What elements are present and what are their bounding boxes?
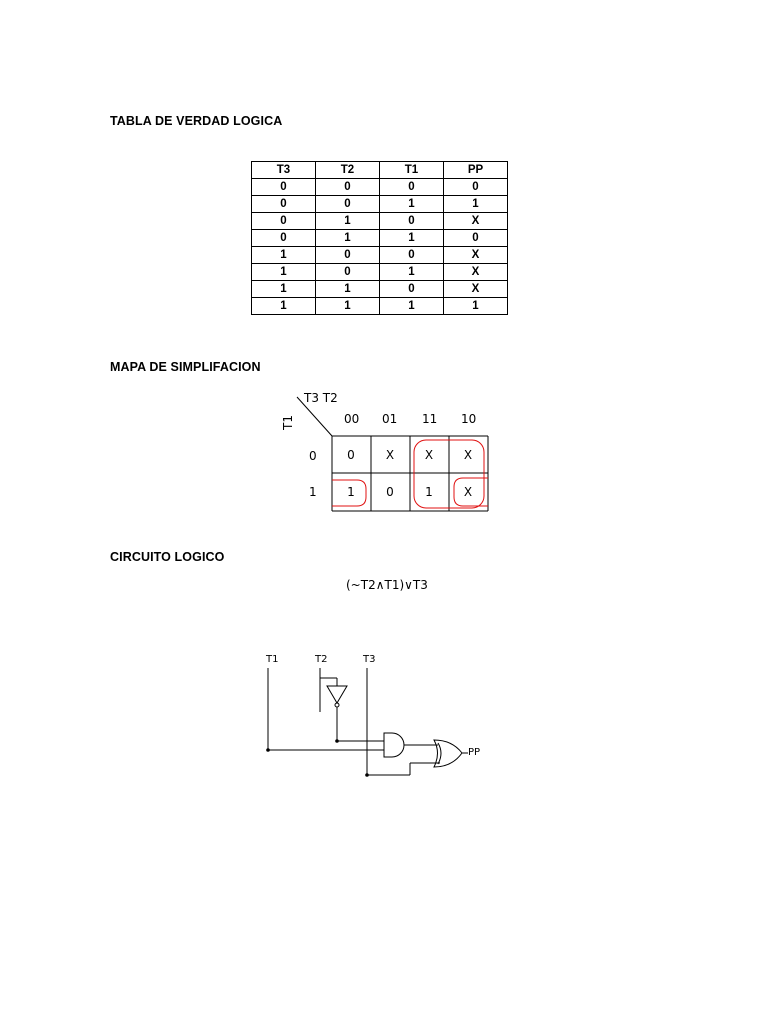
- and-gate: [384, 733, 404, 757]
- kmap-cell: X: [463, 448, 473, 462]
- kmap-cell: X: [424, 448, 434, 462]
- table-cell: X: [444, 281, 508, 298]
- table-cell: 1: [380, 230, 444, 247]
- table-cell: 1: [252, 298, 316, 315]
- kmap-col-header: 01: [382, 412, 398, 426]
- column-header: PP: [444, 162, 508, 179]
- table-cell: 0: [316, 196, 380, 213]
- column-header: T1: [380, 162, 444, 179]
- table-cell: 0: [380, 213, 444, 230]
- table-cell: X: [444, 213, 508, 230]
- table-cell: 1: [316, 230, 380, 247]
- input-label-t1: T1: [266, 654, 279, 665]
- table-cell: 0: [316, 264, 380, 281]
- table-cell: 0: [252, 213, 316, 230]
- table-cell: 0: [316, 247, 380, 264]
- column-header: T3: [252, 162, 316, 179]
- kmap-cell: 0: [386, 485, 394, 499]
- table-cell: 0: [252, 196, 316, 213]
- table-cell: X: [444, 264, 508, 281]
- kmap-cell: 1: [347, 485, 355, 499]
- kmap-row-header: 1: [309, 485, 317, 499]
- table-cell: 1: [380, 196, 444, 213]
- table-cell: 0: [380, 281, 444, 298]
- table-cell: 1: [316, 298, 380, 315]
- table-cell: 0: [252, 179, 316, 196]
- table-cell: 0: [444, 179, 508, 196]
- kmap-cell: X: [463, 485, 473, 499]
- kmap-col-header: 10: [461, 412, 477, 426]
- not-gate: [327, 686, 347, 703]
- kmap-cell: 0: [347, 448, 355, 462]
- table-cell: 1: [252, 281, 316, 298]
- table-cell: 1: [444, 196, 508, 213]
- table-cell: X: [444, 247, 508, 264]
- circuit-heading: CIRCUITO LOGICO: [110, 550, 225, 564]
- table-cell: 0: [252, 230, 316, 247]
- table-cell: 1: [316, 281, 380, 298]
- output-label-pp: PP: [468, 747, 481, 758]
- truth-table-heading: TABLA DE VERDAD LOGICA: [110, 114, 283, 128]
- table-cell: 1: [380, 298, 444, 315]
- kmap-heading: MAPA DE SIMPLIFACION: [110, 360, 261, 374]
- table-cell: 0: [316, 179, 380, 196]
- table-cell: 0: [380, 179, 444, 196]
- table-cell: 1: [316, 213, 380, 230]
- table-cell: 1: [252, 247, 316, 264]
- kmap-cell: 1: [425, 485, 433, 499]
- column-header: T2: [316, 162, 380, 179]
- kmap-column-variables: T3 T2: [304, 391, 338, 405]
- boolean-expression: (~T2∧T1)∨T3: [346, 578, 428, 592]
- kmap-row-variable: T1: [281, 415, 295, 430]
- table-cell: 0: [444, 230, 508, 247]
- kmap-col-header: 00: [344, 412, 360, 426]
- table-cell: 1: [380, 264, 444, 281]
- table-cell: 1: [444, 298, 508, 315]
- kmap-cell: X: [385, 448, 395, 462]
- input-label-t3: T3: [363, 654, 376, 665]
- table-cell: 1: [252, 264, 316, 281]
- kmap-col-header: 11: [422, 412, 438, 426]
- table-cell: 0: [380, 247, 444, 264]
- kmap-row-header: 0: [309, 449, 317, 463]
- input-label-t2: T2: [315, 654, 328, 665]
